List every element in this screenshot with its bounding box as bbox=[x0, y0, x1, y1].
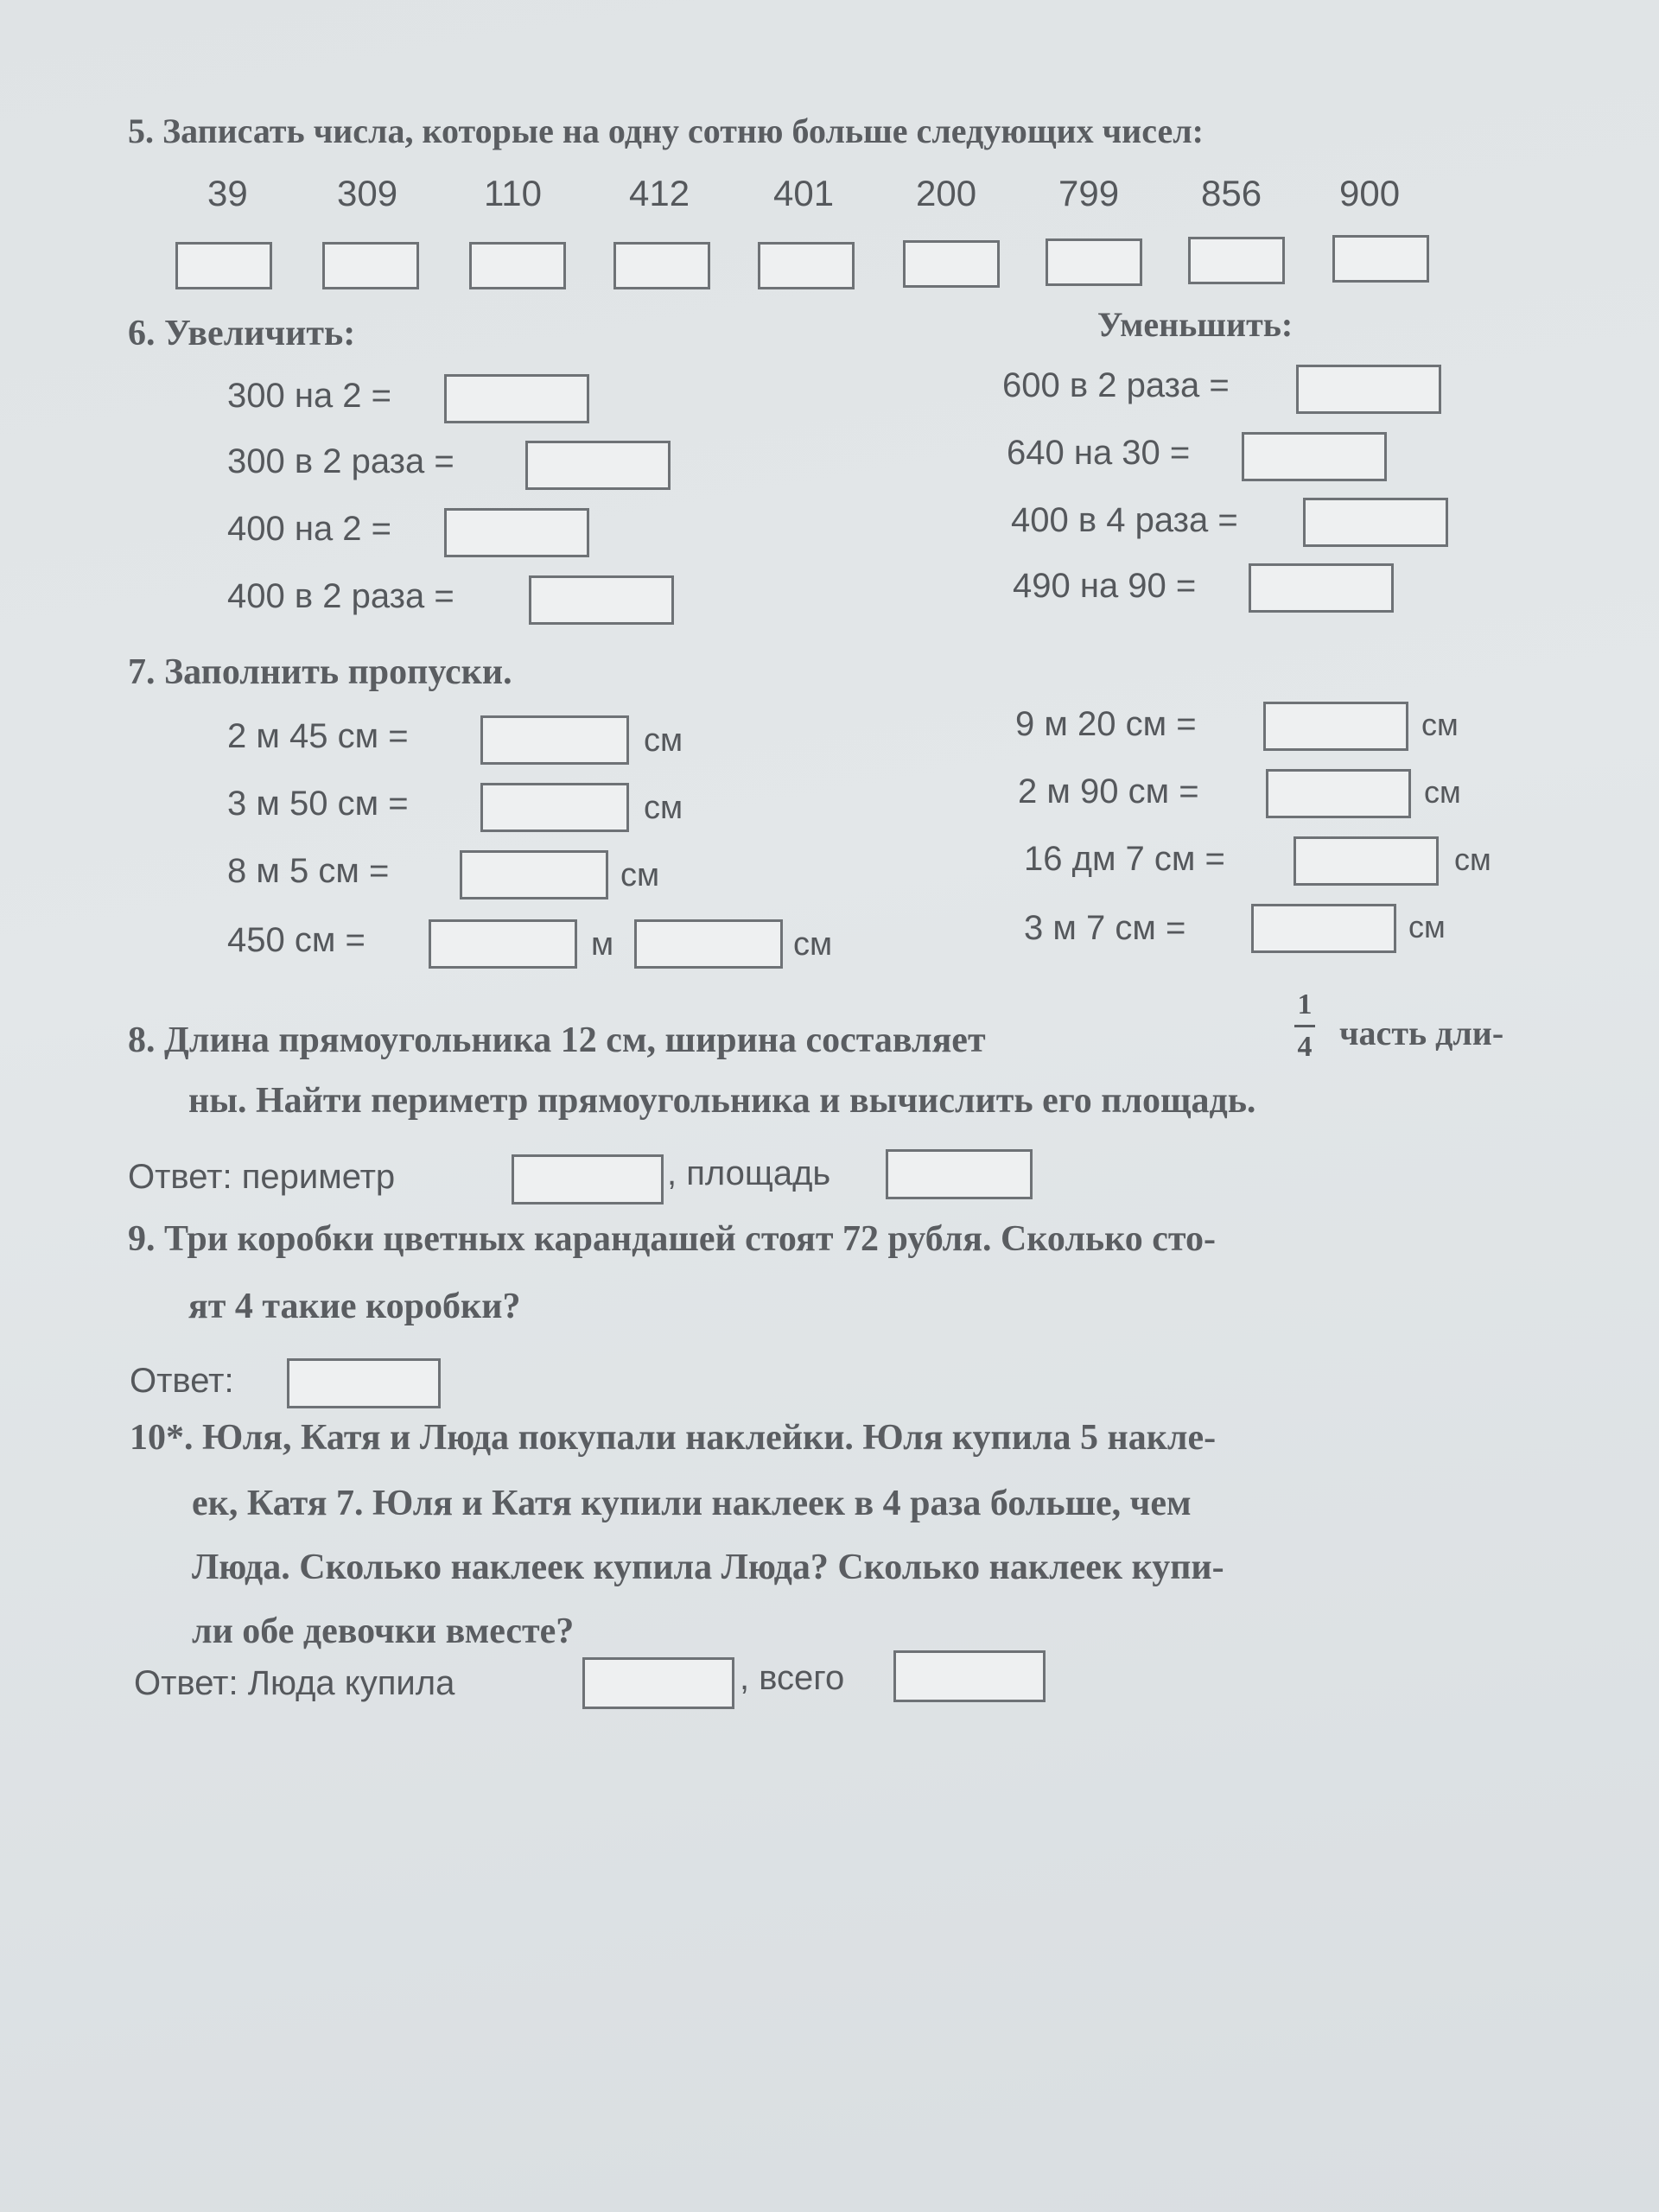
answer-box[interactable] bbox=[1188, 237, 1285, 284]
unit-cm: см bbox=[1454, 842, 1491, 877]
answer-box[interactable] bbox=[1294, 836, 1439, 886]
answer-box[interactable] bbox=[1249, 563, 1394, 613]
task5-number: 200 bbox=[916, 173, 977, 213]
answer-box[interactable] bbox=[175, 242, 272, 289]
task7-title: 7. Заполнить пропуски. bbox=[128, 652, 512, 692]
answer-box[interactable] bbox=[634, 919, 783, 969]
answer-box[interactable] bbox=[480, 783, 629, 832]
answer-box[interactable] bbox=[893, 1650, 1046, 1702]
task5-number: 900 bbox=[1339, 173, 1401, 213]
answer-box[interactable] bbox=[1251, 904, 1396, 953]
task8-line1: 8. Длина прямоугольника 12 см, ширина составляет bbox=[128, 1020, 986, 1060]
task10-answer-label: Ответ: Люда купила bbox=[134, 1664, 455, 1702]
task6-title-decrease: Уменьшить: bbox=[1097, 305, 1294, 344]
task5-number: 799 bbox=[1058, 173, 1120, 213]
task5-number: 856 bbox=[1201, 173, 1262, 213]
fraction-bar bbox=[1294, 1025, 1315, 1027]
unit-cm: см bbox=[620, 857, 660, 893]
task9-line2: ят 4 такие коробки? bbox=[188, 1287, 521, 1326]
unit-cm: см bbox=[644, 722, 683, 759]
task7-left-expr: 3 м 50 см = bbox=[227, 785, 409, 823]
task5-number: 309 bbox=[337, 173, 398, 213]
answer-box[interactable] bbox=[1046, 238, 1142, 286]
task10-line3: Люда. Сколько наклеек купила Люда? Сколько наклеек купи- bbox=[192, 1548, 1224, 1587]
task7-right-expr: 16 дм 7 см = bbox=[1024, 840, 1225, 878]
answer-box[interactable] bbox=[1332, 235, 1429, 283]
task6-left-expr: 400 на 2 = bbox=[227, 510, 392, 548]
fraction-one-quarter bbox=[1286, 988, 1324, 1064]
answer-box[interactable] bbox=[529, 575, 674, 625]
task6-right-expr: 600 в 2 раза = bbox=[1002, 366, 1230, 404]
area-answer-box[interactable] bbox=[886, 1149, 1033, 1199]
task9-line1: 9. Три коробки цветных карандашей стоят 72 рубля. Сколько сто- bbox=[128, 1219, 1216, 1259]
task10-line4: ли обе девочки вместе? bbox=[192, 1611, 575, 1651]
answer-box[interactable] bbox=[444, 374, 589, 423]
task8-line2: ны. Найти периметр прямоугольника и вычислить его площадь. bbox=[188, 1081, 1256, 1121]
answer-box[interactable] bbox=[1242, 432, 1387, 481]
answer-box[interactable] bbox=[1266, 769, 1411, 818]
task5-title: 5. Записать числа, которые на одну сотню больше следующих чисел: bbox=[128, 111, 1204, 150]
answer-box[interactable] bbox=[469, 242, 566, 289]
task10-line2: ек, Катя 7. Юля и Катя купили наклеек в 4 раза больше, чем bbox=[192, 1484, 1192, 1523]
task8-answer-label: Ответ: периметр bbox=[128, 1158, 396, 1196]
task5-number: 401 bbox=[773, 173, 835, 213]
task6-title-increase: 6. Увеличить: bbox=[128, 314, 356, 353]
task6-right-expr: 640 на 30 = bbox=[1007, 434, 1191, 472]
answer-box[interactable] bbox=[460, 850, 608, 899]
unit-cm: см bbox=[1421, 707, 1459, 742]
fraction-numerator: 1 bbox=[1297, 988, 1313, 1020]
perimeter-answer-box[interactable] bbox=[512, 1154, 664, 1205]
task7-right-expr: 2 м 90 см = bbox=[1018, 772, 1199, 810]
answer-box[interactable] bbox=[287, 1358, 441, 1408]
task8-answer-mid: , площадь bbox=[667, 1154, 831, 1192]
unit-m: м bbox=[591, 926, 614, 963]
task9-answer-label: Ответ: bbox=[130, 1362, 234, 1400]
answer-box[interactable] bbox=[480, 715, 629, 765]
task5-number: 412 bbox=[629, 173, 690, 213]
task6-right-expr: 400 в 4 раза = bbox=[1011, 501, 1238, 539]
unit-cm: см bbox=[1408, 909, 1446, 944]
task6-left-expr: 400 в 2 раза = bbox=[227, 577, 454, 615]
task10-answer-mid: , всего bbox=[740, 1659, 845, 1697]
unit-cm: см bbox=[644, 790, 683, 826]
answer-box[interactable] bbox=[1296, 365, 1441, 414]
task7-right-expr: 9 м 20 см = bbox=[1015, 705, 1197, 743]
task7-left-expr: 450 см = bbox=[227, 921, 365, 959]
task5-number: 110 bbox=[484, 173, 542, 213]
answer-box[interactable] bbox=[322, 242, 419, 289]
answer-box[interactable] bbox=[903, 240, 1000, 288]
task6-left-expr: 300 на 2 = bbox=[227, 377, 392, 415]
answer-box[interactable] bbox=[444, 508, 589, 557]
task8-line1-end: часть дли- bbox=[1339, 1014, 1504, 1052]
answer-box[interactable] bbox=[582, 1657, 734, 1709]
task7-left-expr: 8 м 5 см = bbox=[227, 852, 390, 890]
answer-box[interactable] bbox=[1303, 498, 1448, 547]
answer-box[interactable] bbox=[429, 919, 577, 969]
fraction-denominator: 4 bbox=[1297, 1031, 1313, 1063]
answer-box[interactable] bbox=[758, 242, 855, 289]
answer-box[interactable] bbox=[613, 242, 710, 289]
task6-left-expr: 300 в 2 раза = bbox=[227, 442, 454, 480]
unit-cm: см bbox=[1424, 774, 1461, 810]
task5-number: 39 bbox=[207, 173, 248, 213]
answer-box[interactable] bbox=[1263, 702, 1408, 751]
unit-cm: см bbox=[793, 926, 833, 963]
answer-box[interactable] bbox=[525, 441, 671, 490]
task7-right-expr: 3 м 7 см = bbox=[1024, 909, 1186, 947]
task10-line1: 10*. Юля, Катя и Люда покупали наклейки. Юля купила 5 накле- bbox=[130, 1418, 1217, 1458]
task7-left-expr: 2 м 45 см = bbox=[227, 717, 409, 755]
task6-right-expr: 490 на 90 = bbox=[1013, 567, 1197, 605]
